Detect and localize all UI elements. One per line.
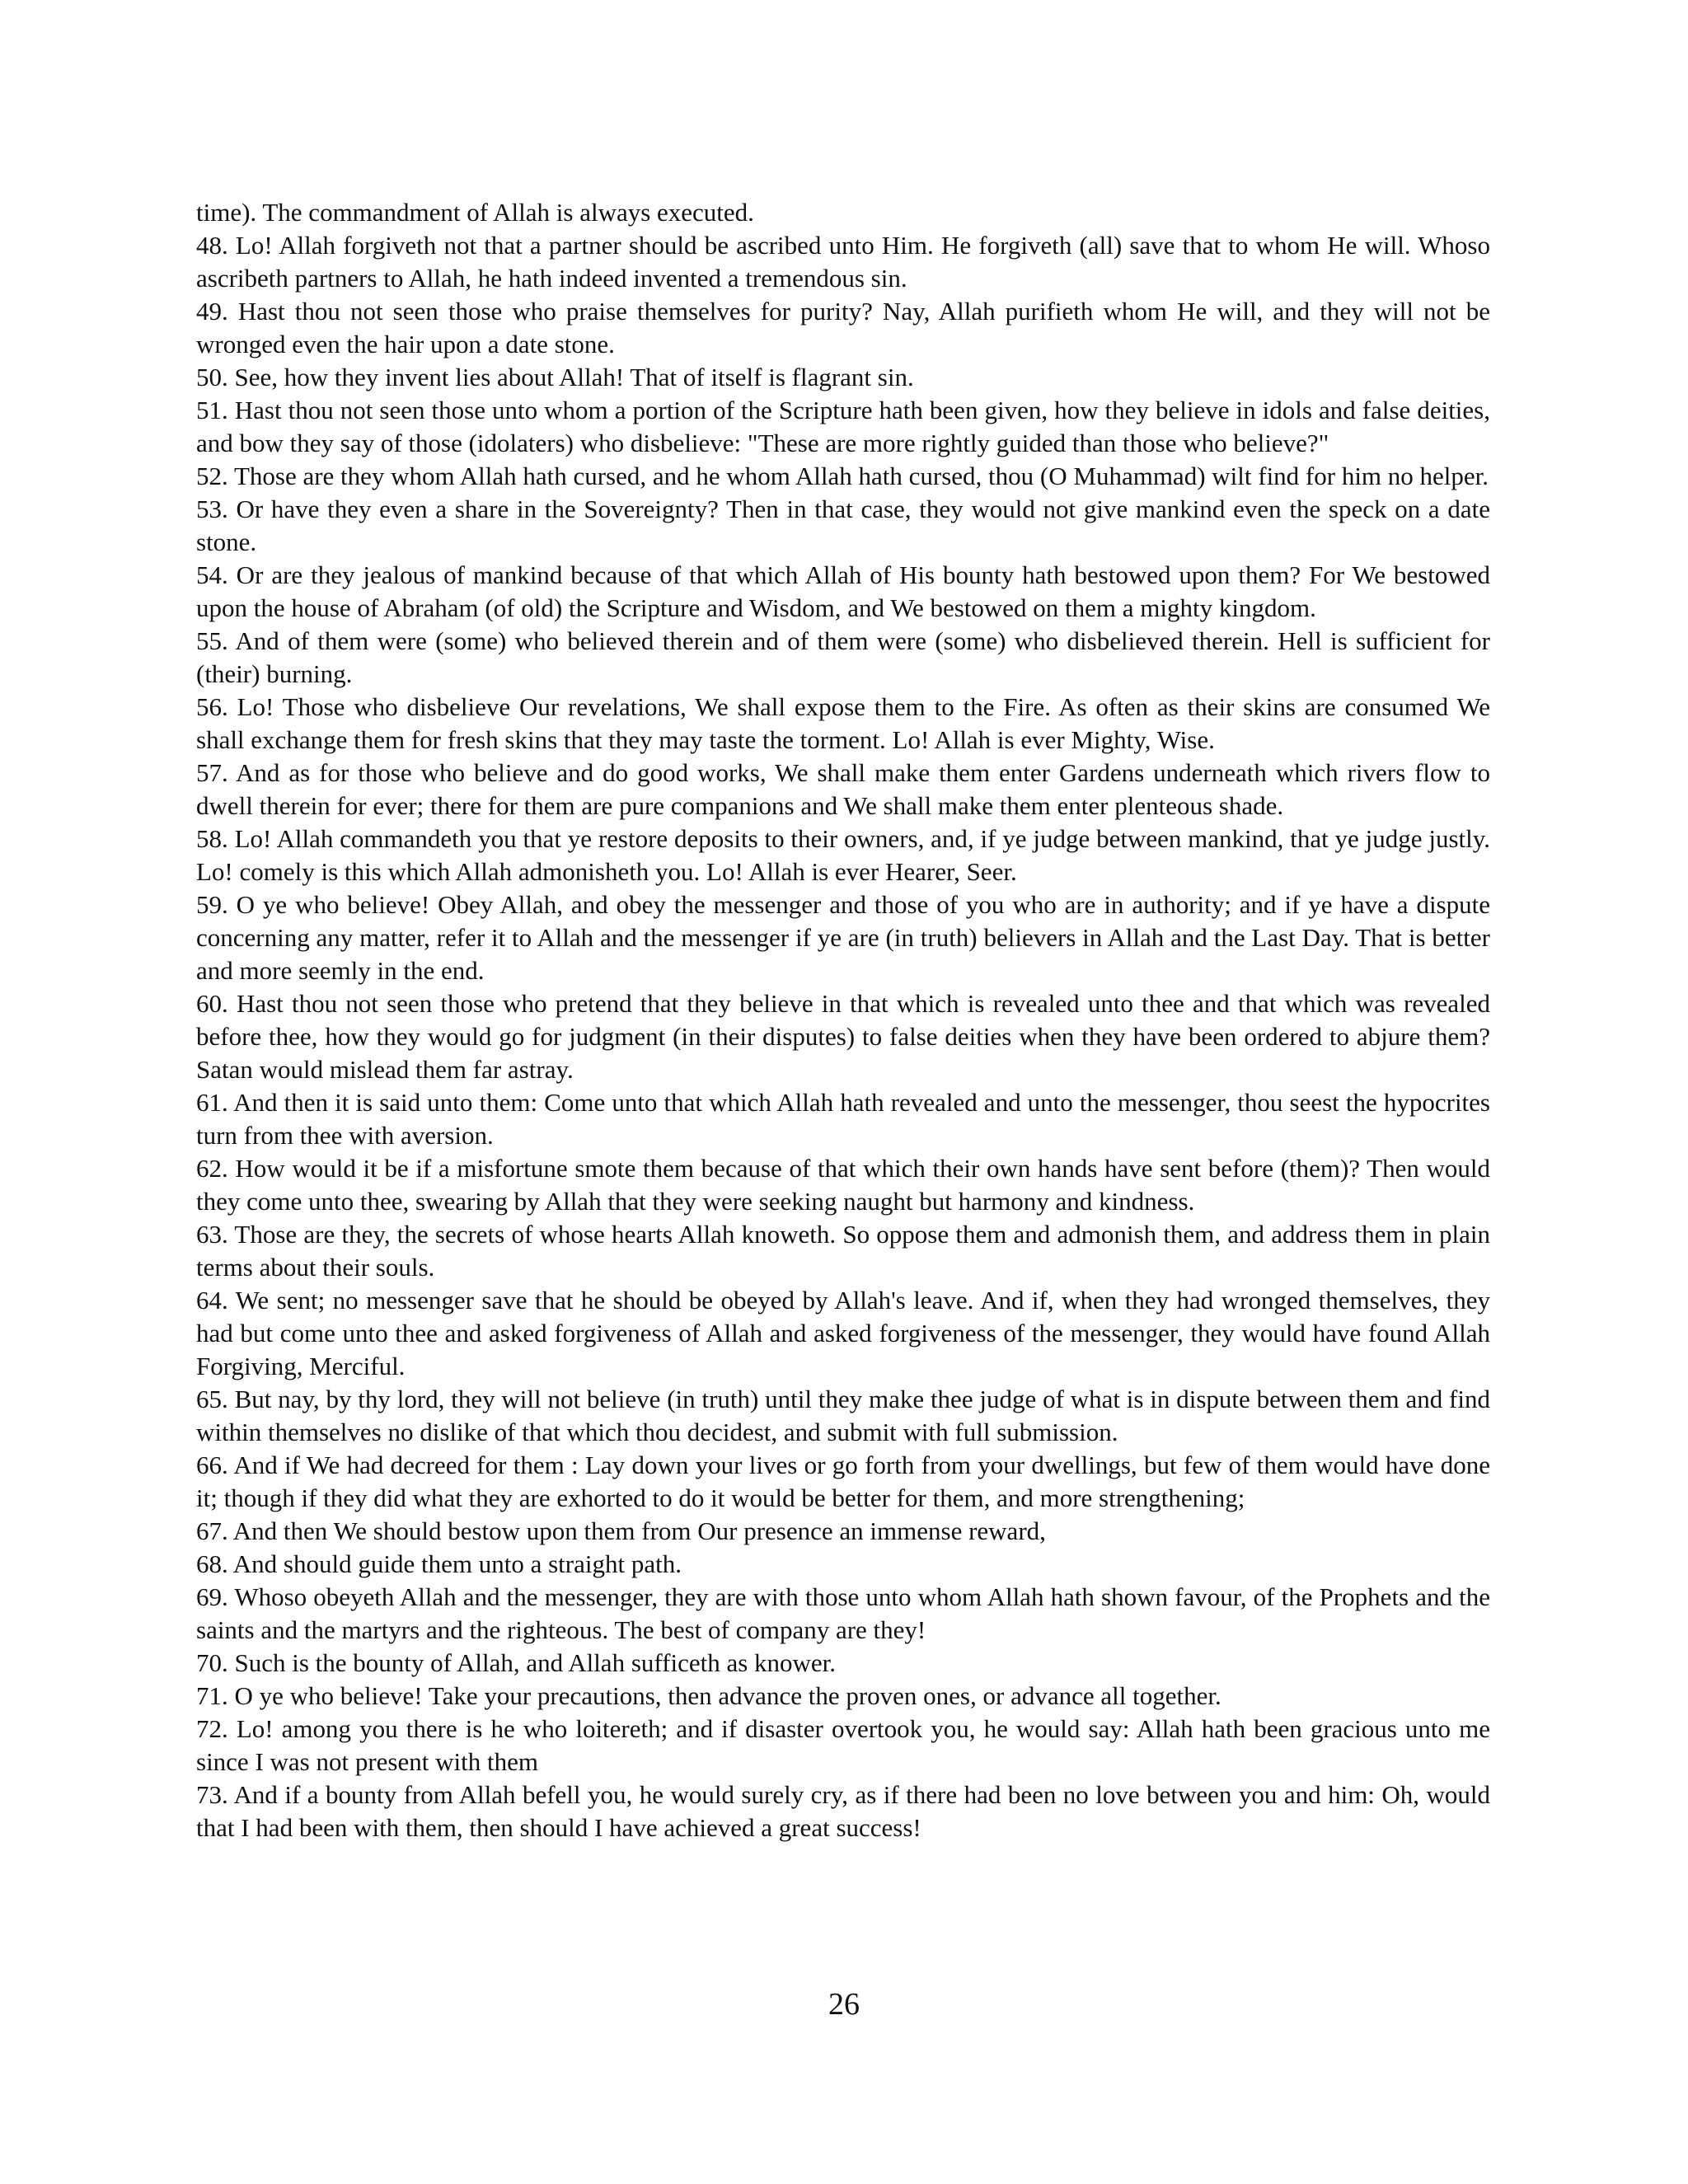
verse-56: 56. Lo! Those who disbelieve Our revelations, We shall expose them to the Fire. As often as their skins are consumed We shall exchange them for fresh skins that they may taste the torment. Lo! Allah is ever Mighty, Wise. [196,692,1490,754]
verse-52: 52. Those are they whom Allah hath cursed, and he whom Allah hath cursed, thou (O Muhammad) wilt find for him no helper. [196,462,1489,490]
verse-72: 72. Lo! among you there is he who loitereth; and if disaster overtook you, he would say: Allah hath been gracious unto me since I was not present with them [196,1714,1490,1776]
verse-68: 68. And should guide them unto a straight path. [196,1549,682,1578]
verse-69: 69. Whoso obeyeth Allah and the messenger, they are with those unto whom Allah hath shown favour, of the Prophets and the saints and the martyrs and the righteous. The best of company are they! [196,1582,1490,1644]
verse-62: 62. How would it be if a misfortune smote them because of that which their own hands have sent before (them)? Then would they come unto thee, swearing by Allah that they were seeking naught but harmony and kindness. [196,1154,1490,1216]
verse-71: 71. O ye who believe! Take your precautions, then advance the proven ones, or advance all together. [196,1681,1221,1710]
verse-50: 50. See, how they invent lies about Allah! That of itself is flagrant sin. [196,363,914,391]
verse-54: 54. Or are they jealous of mankind because of that which Allah of His bounty hath bestowed upon them? For We bestowed upon the house of Abraham (of old) the Scripture and Wisdom, and We bestowed on them a mighty kingdom. [196,560,1490,622]
verse-64: 64. We sent; no messenger save that he should be obeyed by Allah's leave. And if, when they had wronged themselves, they had but come unto thee and asked forgiveness of Allah and asked forgiveness of the messenger, they would have found Allah Forgiving, Merciful. [196,1286,1490,1380]
verse-51: 51. Hast thou not seen those unto whom a portion of the Scripture hath been given, how they believe in idols and false deities, and bow they say of those (idolaters) who disbelieve: "These are more rightly guided than those who believe?" [196,396,1490,457]
verse-73: 73. And if a bounty from Allah befell you, he would surely cry, as if there had been no love between you and him: Oh, would that I had been with them, then should I have achieved a great success! [196,1780,1490,1842]
verse-59: 59. O ye who believe! Obey Allah, and obey the messenger and those of you who are in authority; and if ye have a dispute concerning any matter, refer it to Allah and the messenger if ye are (in truth) believers in Allah and the Last Day. That is better and more seemly in the end. [196,890,1490,985]
verse-67: 67. And then We should bestow upon them from Our presence an immense reward, [196,1516,1046,1545]
verse-49: 49. Hast thou not seen those who praise themselves for purity? Nay, Allah purifieth whom He will, and they will not be wronged even the hair upon a date stone. [196,297,1490,359]
verse-57: 57. And as for those who believe and do good works, We shall make them enter Gardens underneath which rivers flow to dwell therein for ever; there for them are pure companions and We shall make them enter plenteous shade. [196,758,1490,820]
verse-63: 63. Those are they, the secrets of whose hearts Allah knoweth. So oppose them and admonish them, and address them in plain terms about their souls. [196,1220,1490,1282]
verse-48: 48. Lo! Allah forgiveth not that a partner should be ascribed unto Him. He forgiveth (all) save that to whom He will. Whoso ascribeth partners to Allah, he hath indeed invented a tremendous sin. [196,231,1490,293]
page-number: 26 [828,1987,860,2022]
paragraph-continuation: time). The commandment of Allah is always executed. [196,198,754,227]
verse-65: 65. But nay, by thy lord, they will not believe (in truth) until they make thee judge of what is in dispute between them and find within themselves no dislike of that which thou decidest, and submit with full submission. [196,1385,1490,1446]
document-body [196,196,1490,1844]
verse-70: 70. Such is the bounty of Allah, and Allah sufficeth as knower. [196,1648,837,1677]
verse-55: 55. And of them were (some) who believed therein and of them were (some) who disbelieved therein. Hell is sufficient for (their) burning. [196,626,1490,688]
verse-58: 58. Lo! Allah commandeth you that ye restore deposits to their owners, and, if ye judge between mankind, that ye judge justly. Lo! comely is this which Allah admonisheth you. Lo! Allah is ever Hearer, Seer. [196,824,1490,886]
verse-61: 61. And then it is said unto them: Come unto that which Allah hath revealed and unto the messenger, thou seest the hypocrites turn from thee with aversion. [196,1088,1490,1150]
verse-66: 66. And if We had decreed for them : Lay down your lives or go forth from your dwellings, but few of them would have done it; though if they did what they are exhorted to do it would be better for them, and more strengthening; [196,1451,1490,1512]
verse-60: 60. Hast thou not seen those who pretend that they believe in that which is revealed unto thee and that which was revealed before thee, how they would go for judgment (in their disputes) to false deities when they have been ordered to abjure them? Satan would mislead them far astray. [196,989,1490,1084]
verse-53: 53. Or have they even a share in the Sovereignty? Then in that case, they would not give mankind even the speck on a date stone. [196,494,1490,556]
